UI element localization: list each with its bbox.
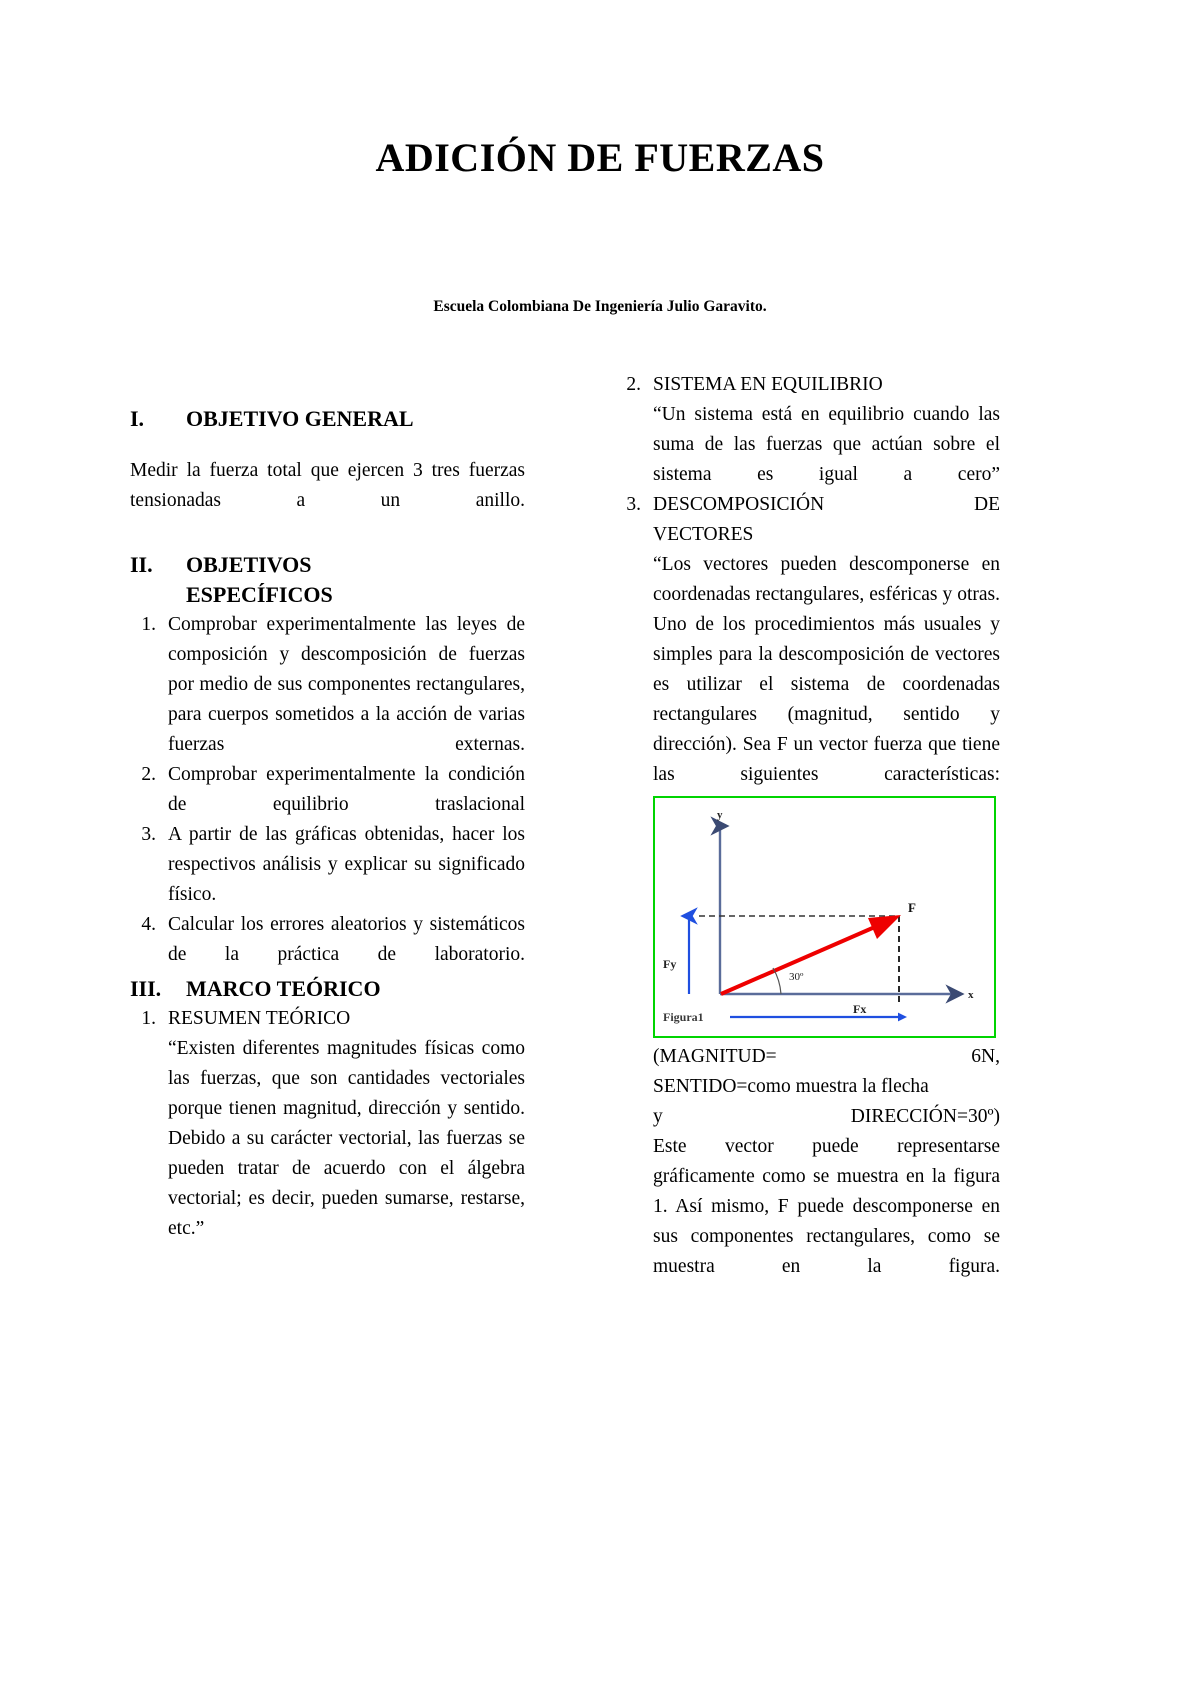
list-marker: 3. — [141, 824, 156, 845]
fx-label: Fx — [853, 1002, 867, 1016]
list-marker: 1. — [141, 1008, 156, 1029]
list-item — [130, 760, 525, 820]
fy-label: Fy — [663, 957, 677, 971]
subsection-title-descomposicion: DESCOMPOSICIÓN — [653, 494, 825, 515]
list-marker: 3. — [626, 494, 641, 515]
quote-descomposicion-part1: “Los vectores pueden descomponerse en coordenadas rectangulares, esféricas y otras. — [653, 554, 1000, 605]
quote-resumen-teorico: “Existen diferentes magnitudes físicas como las fuerzas, que son cantidades vectoriales porque tienen magnitud, dirección y sentido. Debido a su carácter vectorial, las fuerzas se pueden tratar de acuerdo con el álgebra vectorial; es decir, pueden sumarse, restarse, etc.” — [168, 1038, 525, 1239]
right-column — [615, 370, 1000, 1282]
list-item — [615, 370, 1000, 490]
section-title-marco-teorico: MARCO TEÓRICO — [186, 976, 381, 1001]
vector-f-line — [721, 923, 884, 994]
section-title-objetivos: OBJETIVOS — [186, 552, 312, 577]
section-heading-objetivos-especificos — [130, 550, 525, 610]
magnitud-value: 6N, — [971, 1046, 1000, 1067]
y-axis-label: y — [717, 809, 723, 821]
direccion-line — [653, 1102, 1000, 1132]
list-text: Calcular los errores aleatorios y sistemáticos de la práctica de laboratorio. — [168, 914, 525, 965]
magnitud-label: (MAGNITUD= — [653, 1046, 777, 1067]
direccion-prefix: y — [653, 1106, 663, 1127]
document-subtitle: Escuela Colombiana De Ingeniería Julio Garavito. — [433, 298, 767, 315]
section-heading-marco-teorico — [130, 974, 525, 1004]
marco-teorico-list-continued — [615, 370, 1000, 1282]
subsection-title-vectores: VECTORES — [653, 524, 754, 545]
list-item — [130, 820, 525, 910]
vector-diagram-svg — [655, 798, 994, 1036]
paragraph-objetivo-general: Medir la fuerza total que ejercen 3 tres fuerzas tensionadas a un anillo. — [130, 460, 525, 511]
section-numeral-ii: II. — [130, 552, 153, 577]
figura1-vector-descomposicion — [653, 796, 996, 1038]
subsection-title-descomposicion-de: DE — [974, 494, 1000, 515]
x-axis-label: x — [968, 989, 974, 1001]
list-marker: 2. — [626, 374, 641, 395]
list-text: Comprobar experimentalmente las leyes de composición y descomposición de fuerzas por medio de sus componentes rectangulares, para cuerpos sometidos a la acción de varias fuerzas externas. — [168, 614, 525, 755]
section-heading-objetivo-general — [130, 404, 525, 434]
list-text: Comprobar experimentalmente la condición de equilibrio traslacional — [168, 764, 525, 815]
sentido-line: SENTIDO=como muestra la flecha — [653, 1076, 929, 1097]
magnitud-line — [653, 1042, 1000, 1072]
list-item — [615, 490, 1000, 1282]
figure-caption: Figura1 — [663, 1010, 704, 1024]
list-text: A partir de las gráficas obtenidas, hacer los respectivos análisis y explicar su significado físico. — [168, 824, 525, 905]
objetivos-especificos-list — [130, 610, 525, 970]
section-title-especificos: ESPECÍFICOS — [186, 582, 333, 607]
section-numeral-iii: III. — [130, 976, 162, 1001]
vector-f-arrowhead — [868, 915, 901, 939]
list-item — [130, 1004, 525, 1244]
page-title: ADICIÓN DE FUERZAS — [375, 135, 825, 180]
marco-teorico-list — [130, 1004, 525, 1244]
list-marker: 4. — [141, 914, 156, 935]
list-item — [130, 610, 525, 760]
subsection-title-sistema-equilibrio: SISTEMA EN EQUILIBRIO — [653, 374, 883, 395]
quote-descomposicion-part2: Uno de los procedimientos más usuales y simples para la descomposición de vectores es utilizar el sistema de coordenadas rectangulares (magnitud, sentido y dirección). Sea F un vector fuerza que tiene las siguientes características: — [653, 614, 1000, 785]
section-title-objetivo-general: OBJETIVO GENERAL — [186, 406, 414, 431]
quote-sistema-equilibrio: “Un sistema está en equilibrio cuando las suma de las fuerzas que actúan sobre el sistema es igual a cero” — [653, 404, 1000, 485]
fx-arrowhead — [898, 1013, 907, 1022]
list-item — [130, 910, 525, 970]
section-numeral-i: I. — [130, 406, 145, 431]
subsection-title-resumen-teorico: RESUMEN TEÓRICO — [168, 1008, 351, 1029]
vector-f-label: F — [908, 900, 916, 915]
left-column — [130, 370, 525, 1244]
list-marker: 2. — [141, 764, 156, 785]
list-marker: 1. — [141, 614, 156, 635]
paragraph-representacion-grafica: Este vector puede representarse gráficamente como se muestra en la figura 1. Así mismo, F puede descomponerse en sus componentes rectangulares, como se muestra en la figura. — [653, 1136, 1000, 1277]
angle-label: 30º — [789, 971, 804, 983]
direccion-value: DIRECCIÓN=30º) — [850, 1106, 1000, 1127]
